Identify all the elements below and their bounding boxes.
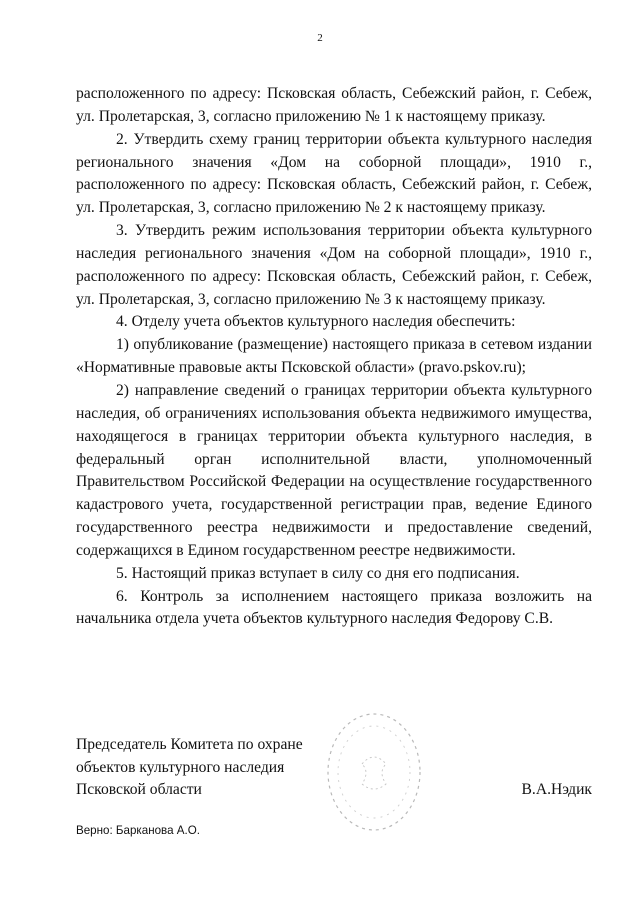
verification-note: Верно: Барканова А.О. [76, 824, 200, 837]
paragraph-4: 4. Отделу учета объектов культурного наследия обеспечить: [116, 313, 516, 331]
position-line: Председатель Комитета по охране [76, 736, 303, 753]
paragraph-5: 1) опубликование (размещение) настоящего приказа в сетевом издании «Нормативные правовые акты Псковской области» (pravo.pskov.ru); [76, 336, 592, 377]
paragraph-2: 2. Утвердить схему границ территории объекта культурного наследия регионального значения «Дом на соборной площади», 1910 г., расположенного по адресу: Псковская область, Себежский район, г. Себеж, ул. Пролетарская, 3, согласно приложению № 2 к настоящему приказу. [76, 130, 592, 217]
page-number: 2 [317, 32, 323, 44]
paragraph-1: расположенного по адресу: Псковская область, Себежский район, г. Себеж, ул. Пролетарская, 3, согласно приложению № 1 к настоящему приказу. [76, 85, 592, 125]
position-line: объектов культурного наследия [76, 758, 285, 776]
paragraph-8: 6. Контроль за исполнением настоящего приказа возложить на начальника отдела учета объектов культурного наследия Федорову С.В. [76, 587, 592, 628]
paragraph-3: 3. Утвердить режим использования территории объекта культурного наследия регионального значения «Дом на соборной площади», 1910 г., расположенного по адресу: Псковская область, Себежский район, г. Себеж, ул. Пролетарская, 3, согласно приложению № 3 к настоящему приказу. [76, 222, 592, 308]
paragraph-6: 2) направление сведений о границах территории объекта культурного наследия, об ограничениях использования объекта недвижимого имущества, находящегося в границах территории объекта культурного наследия, в федеральный орган исполнительной власти, уполномоченный Правительством Российской Федерации на осуществление государственного кадастрового учета, государственной регистрации прав, ведение Единого государственного реестра недвижимости и предоставление сведений, содержащихся в Едином государственном реестре недвижимости. [76, 381, 592, 559]
signatory-name: В.А.Нэдик [521, 781, 592, 798]
position-line: Псковской области [76, 781, 202, 798]
signatory-position [76, 734, 303, 802]
paragraph-7: 5. Настоящий приказ вступает в силу со дня его подписания. [116, 564, 520, 582]
signature-block [76, 734, 592, 802]
document-body [76, 83, 592, 631]
